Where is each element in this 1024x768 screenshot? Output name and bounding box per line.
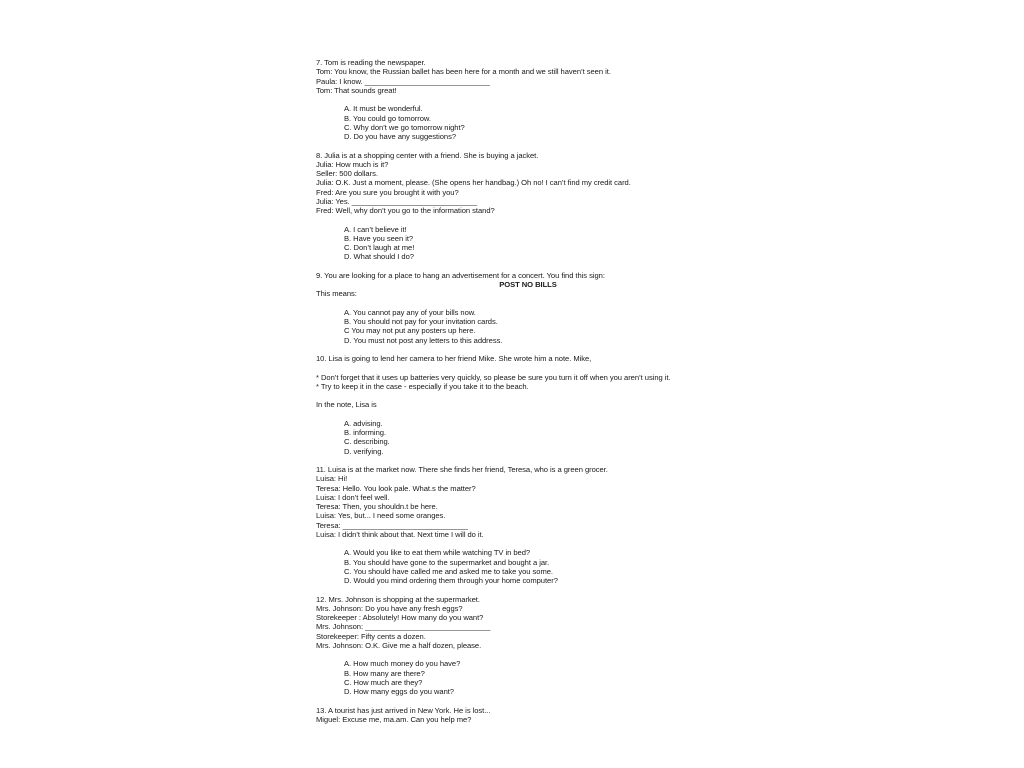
document-page bbox=[316, 58, 736, 724]
text-line: 13. A tourist has just arrived in New York. He is lost... bbox=[316, 705, 491, 715]
blank-line bbox=[316, 696, 736, 705]
answer-option: D. verifying. bbox=[344, 446, 384, 456]
blank-line bbox=[316, 391, 736, 400]
text-line: 10. Lisa is going to lend her camera to her friend Mike. She wrote him a note. Mike, bbox=[316, 354, 592, 363]
text-line: Teresa: Then, you shouldn.t be here. bbox=[316, 502, 438, 511]
text-line: 11. Luisa is at the market now. There she finds her friend, Teresa, who is a green grocer. bbox=[316, 465, 608, 474]
answer-option: A. How much money do you have? bbox=[344, 659, 461, 669]
sign-text: POST NO BILLS bbox=[499, 280, 557, 289]
answer-option: D. What should I do? bbox=[344, 252, 414, 262]
answer-option: C. describing. bbox=[344, 437, 390, 447]
text-line: 8. Julia is at a shopping center with a friend. She is buying a jacket. bbox=[316, 150, 539, 160]
text-line: Storekeeper : Absolutely! How many do you want? bbox=[316, 613, 484, 622]
text-line: Tom: You know, the Russian ballet has been here for a month and we still haven’t seen it. bbox=[316, 67, 611, 77]
blank-line bbox=[316, 262, 736, 271]
text-line: 7. Tom is reading the newspaper. bbox=[316, 58, 426, 67]
blank-line bbox=[316, 410, 736, 419]
answer-option: A. advising. bbox=[344, 418, 383, 428]
answer-option: B. Have you seen it? bbox=[344, 233, 414, 243]
blank-line bbox=[316, 363, 736, 372]
answer-option: A. It must be wonderful. bbox=[344, 104, 423, 114]
text-line: Luisa: I don’t feel well. bbox=[316, 492, 390, 502]
text-line: Julia: O.K. Just a moment, please. (She opens her handbag.) Oh no! I can’t find my credit card. bbox=[316, 178, 631, 188]
answer-option: D. You must not post any letters to this address. bbox=[344, 335, 503, 345]
answer-option: D. How many eggs do you want? bbox=[344, 687, 454, 696]
text-line: Teresa: Hello. You look pale. What.s the matter? bbox=[316, 483, 476, 493]
answer-option: B. You should not pay for your invitation cards. bbox=[344, 317, 498, 326]
text-line: * Don’t forget that it uses up batteries very quickly, so please be sure you turn it off when you aren’t using it. bbox=[316, 372, 671, 382]
text-line: Fred: Well, why don’t you go to the information stand? bbox=[316, 206, 495, 215]
text-line: Fred: Are you sure you brought it with you? bbox=[316, 187, 459, 197]
answer-option: A. You cannot pay any of your bills now. bbox=[344, 307, 476, 317]
text-line: Mrs. Johnson: ______________________________ bbox=[316, 622, 491, 632]
text-line: Luisa: I didn’t think about that. Next time I will do it. bbox=[316, 529, 484, 539]
blank-line bbox=[316, 215, 736, 224]
text-line: Seller: 500 dollars. bbox=[316, 169, 378, 178]
blank-line bbox=[316, 650, 736, 659]
answer-option: C. Why don’t we go tomorrow night? bbox=[344, 122, 465, 132]
answer-option: A. I can’t believe it! bbox=[344, 224, 407, 234]
blank-line bbox=[316, 539, 736, 548]
text-line: * Try to keep it in the case - especially if you take it to the beach. bbox=[316, 381, 529, 391]
text-line: 9. You are looking for a place to hang an advertisement for a concert. You find this sign: bbox=[316, 270, 605, 280]
answer-option: C. How much are they? bbox=[344, 677, 423, 687]
answer-option: D. Do you have any suggestions? bbox=[344, 132, 457, 141]
answer-option: C You may not put any posters up here. bbox=[344, 326, 476, 336]
text-line: Tom: That sounds great! bbox=[316, 85, 397, 95]
answer-option: C. Don’t laugh at me! bbox=[344, 243, 415, 252]
text-line: Julia: Yes. ______________________________ bbox=[316, 196, 477, 206]
text-line: Luisa: Yes, but... I need some oranges. bbox=[316, 511, 446, 521]
blank-line bbox=[316, 299, 736, 308]
text-line: In the note, Lisa is bbox=[316, 400, 377, 410]
blank-line bbox=[316, 585, 736, 594]
answer-option: C. You should have called me and asked me to take you some. bbox=[344, 566, 553, 576]
text-line: Storekeeper: Fifty cents a dozen. bbox=[316, 631, 426, 641]
text-line: Paula: I know. ______________________________ bbox=[316, 76, 490, 86]
text-line: Teresa: ______________________________ bbox=[316, 520, 468, 530]
text-line: 12. Mrs. Johnson is shopping at the supermarket. bbox=[316, 594, 480, 604]
text-line: Mrs. Johnson: O.K. Give me a half dozen, please. bbox=[316, 640, 482, 650]
answer-option: A. Would you like to eat them while watching TV in bed? bbox=[344, 548, 531, 558]
answer-option: D. Would you mind ordering them through your home computer? bbox=[344, 576, 558, 585]
blank-line bbox=[316, 456, 736, 465]
answer-option: B. How many are there? bbox=[344, 668, 425, 678]
text-line: This means: bbox=[316, 289, 357, 299]
answer-option: B. You should have gone to the supermarket and bought a jar. bbox=[344, 557, 550, 567]
text-line: Mrs. Johnson: Do you have any fresh eggs? bbox=[316, 603, 463, 613]
answer-option: B. You could go tomorrow. bbox=[344, 113, 431, 123]
text-line: Miguel: Excuse me, ma.am. Can you help me? bbox=[316, 714, 472, 724]
blank-line bbox=[316, 95, 736, 104]
answer-option: B. informing. bbox=[344, 428, 386, 437]
text-line: Luisa: Hi! bbox=[316, 474, 348, 484]
blank-line bbox=[316, 141, 736, 150]
blank-line bbox=[316, 345, 736, 354]
text-line: Julia: How much is it? bbox=[316, 159, 389, 169]
